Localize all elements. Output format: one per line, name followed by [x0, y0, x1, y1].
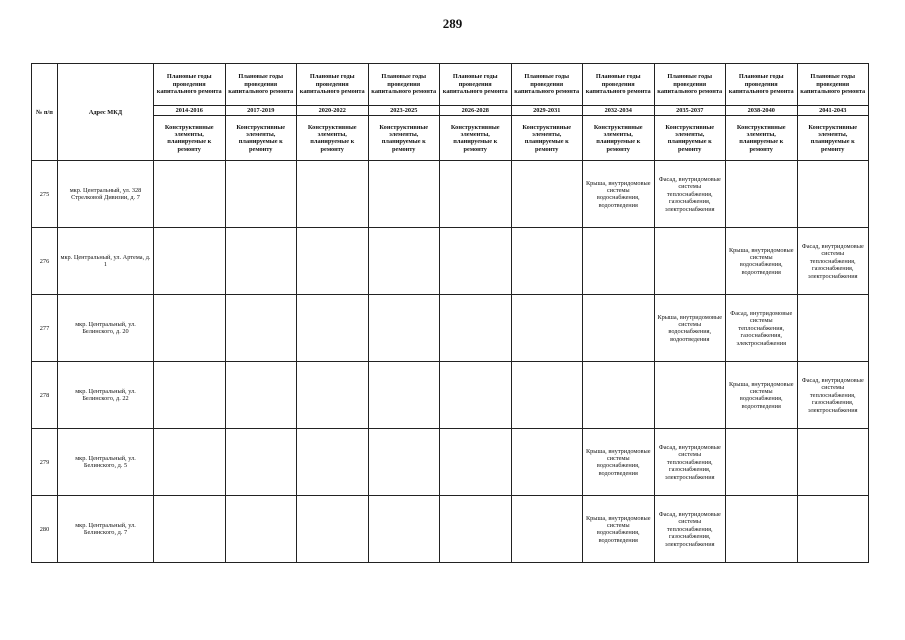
works-cell — [440, 228, 512, 295]
address-cell: мкр. Центральный, ул. 328 Стрелковой Дивизии, д. 7 — [58, 161, 154, 228]
address-cell: мкр. Центральный, ул. Белинского, д. 20 — [58, 295, 154, 362]
period-header: Плановые годы проведения капитального ремонта — [511, 64, 583, 106]
table-row — [32, 362, 869, 429]
works-cell — [225, 362, 297, 429]
works-cell — [225, 161, 297, 228]
num-header: № п/п — [32, 64, 58, 161]
works-cell — [225, 429, 297, 496]
elements-header: Конструктивные элементы, планируемые к ремонту — [297, 116, 369, 161]
works-cell: Крыша, внутридомовые системы водоснабжения, водоотведения — [654, 295, 726, 362]
works-cell — [368, 228, 440, 295]
works-cell — [511, 362, 583, 429]
works-cell — [511, 295, 583, 362]
address-cell: мкр. Центральный, ул. Артема, д. 1 — [58, 228, 154, 295]
year-range-header: 2020-2022 — [297, 106, 369, 116]
works-cell: Крыша, внутридомовые системы водоснабжения, водоотведения — [583, 429, 655, 496]
works-cell — [511, 496, 583, 563]
year-range-header: 2032-2034 — [583, 106, 655, 116]
elements-header: Конструктивные элементы, планируемые к ремонту — [225, 116, 297, 161]
works-cell — [368, 161, 440, 228]
year-range-header: 2014-2016 — [154, 106, 226, 116]
works-cell — [583, 228, 655, 295]
table-row — [32, 496, 869, 563]
works-cell — [297, 228, 369, 295]
works-cell — [440, 429, 512, 496]
row-number: 276 — [32, 228, 58, 295]
works-cell — [368, 429, 440, 496]
works-cell — [368, 362, 440, 429]
works-cell: Фасад, внутридомовые системы теплоснабжения, газоснабжения, электроснабжения — [654, 496, 726, 563]
works-cell — [225, 496, 297, 563]
elements-header: Конструктивные элементы, планируемые к ремонту — [654, 116, 726, 161]
works-cell — [297, 295, 369, 362]
works-cell — [440, 295, 512, 362]
period-header: Плановые годы проведения капитального ремонта — [726, 64, 798, 106]
works-cell — [797, 295, 869, 362]
year-range-header: 2029-2031 — [511, 106, 583, 116]
elements-header: Конструктивные элементы, планируемые к ремонту — [368, 116, 440, 161]
elements-header: Конструктивные элементы, планируемые к ремонту — [583, 116, 655, 161]
period-header: Плановые годы проведения капитального ремонта — [297, 64, 369, 106]
works-cell — [154, 228, 226, 295]
works-cell — [511, 228, 583, 295]
works-cell: Крыша, внутридомовые системы водоснабжения, водоотведения — [726, 362, 798, 429]
year-range-header: 2041-2043 — [797, 106, 869, 116]
period-header: Плановые годы проведения капитального ремонта — [368, 64, 440, 106]
period-header: Плановые годы проведения капитального ремонта — [440, 64, 512, 106]
works-cell: Фасад, внутридомовые системы теплоснабжения, газоснабжения, электроснабжения — [797, 228, 869, 295]
works-cell — [154, 295, 226, 362]
works-cell: Крыша, внутридомовые системы водоснабжения, водоотведения — [583, 161, 655, 228]
works-cell — [297, 429, 369, 496]
year-range-header: 2017-2019 — [225, 106, 297, 116]
elements-header: Конструктивные элементы, планируемые к ремонту — [154, 116, 226, 161]
works-cell — [297, 161, 369, 228]
elements-header: Конструктивные элементы, планируемые к ремонту — [797, 116, 869, 161]
period-header: Плановые годы проведения капитального ремонта — [225, 64, 297, 106]
works-cell — [154, 429, 226, 496]
works-cell: Фасад, внутридомовые системы теплоснабжения, газоснабжения, электроснабжения — [654, 429, 726, 496]
header-row-elements — [32, 116, 869, 161]
row-number: 278 — [32, 362, 58, 429]
works-cell — [297, 496, 369, 563]
period-header: Плановые годы проведения капитального ремонта — [154, 64, 226, 106]
address-cell: мкр. Центральный, ул. Белинского, д. 7 — [58, 496, 154, 563]
works-cell — [797, 161, 869, 228]
year-range-header: 2035-2037 — [654, 106, 726, 116]
works-cell: Фасад, внутридомовые системы теплоснабжения, газоснабжения, электроснабжения — [654, 161, 726, 228]
table-row — [32, 228, 869, 295]
year-range-header: 2026-2028 — [440, 106, 512, 116]
year-range-header: 2038-2040 — [726, 106, 798, 116]
elements-header: Конструктивные элементы, планируемые к ремонту — [511, 116, 583, 161]
period-header: Плановые годы проведения капитального ремонта — [583, 64, 655, 106]
elements-header: Конструктивные элементы, планируемые к ремонту — [440, 116, 512, 161]
works-cell — [154, 496, 226, 563]
page-number: 289 — [442, 16, 463, 31]
works-cell — [440, 496, 512, 563]
address-cell: мкр. Центральный, ул. Белинского, д. 22 — [58, 362, 154, 429]
works-cell — [583, 295, 655, 362]
repair-schedule-table — [31, 63, 869, 563]
works-cell — [440, 362, 512, 429]
works-cell — [726, 429, 798, 496]
works-cell: Фасад, внутридомовые системы теплоснабжения, газоснабжения, электроснабжения — [726, 295, 798, 362]
header-row-years — [32, 106, 869, 116]
works-cell — [440, 161, 512, 228]
works-cell — [368, 295, 440, 362]
works-cell — [797, 496, 869, 563]
works-cell — [511, 429, 583, 496]
works-cell — [797, 429, 869, 496]
address-header: Адрес МКД — [58, 64, 154, 161]
header-row-periods — [32, 64, 869, 106]
works-cell — [726, 496, 798, 563]
works-cell — [225, 295, 297, 362]
row-number: 277 — [32, 295, 58, 362]
works-cell — [726, 161, 798, 228]
works-cell — [654, 362, 726, 429]
works-cell — [368, 496, 440, 563]
works-cell — [154, 362, 226, 429]
elements-header: Конструктивные элементы, планируемые к ремонту — [726, 116, 798, 161]
row-number: 275 — [32, 161, 58, 228]
table-row — [32, 161, 869, 228]
works-cell — [225, 228, 297, 295]
works-cell — [654, 228, 726, 295]
works-cell: Фасад, внутридомовые системы теплоснабжения, газоснабжения, электроснабжения — [797, 362, 869, 429]
row-number: 279 — [32, 429, 58, 496]
works-cell — [154, 161, 226, 228]
works-cell: Крыша, внутридомовые системы водоснабжения, водоотведения — [726, 228, 798, 295]
row-number: 280 — [32, 496, 58, 563]
works-cell — [511, 161, 583, 228]
works-cell — [583, 362, 655, 429]
works-cell: Крыша, внутридомовые системы водоснабжения, водоотведения — [583, 496, 655, 563]
address-cell: мкр. Центральный, ул. Белинского, д. 5 — [58, 429, 154, 496]
table-row — [32, 295, 869, 362]
period-header: Плановые годы проведения капитального ремонта — [654, 64, 726, 106]
year-range-header: 2023-2025 — [368, 106, 440, 116]
table-row — [32, 429, 869, 496]
works-cell — [297, 362, 369, 429]
period-header: Плановые годы проведения капитального ремонта — [797, 64, 869, 106]
